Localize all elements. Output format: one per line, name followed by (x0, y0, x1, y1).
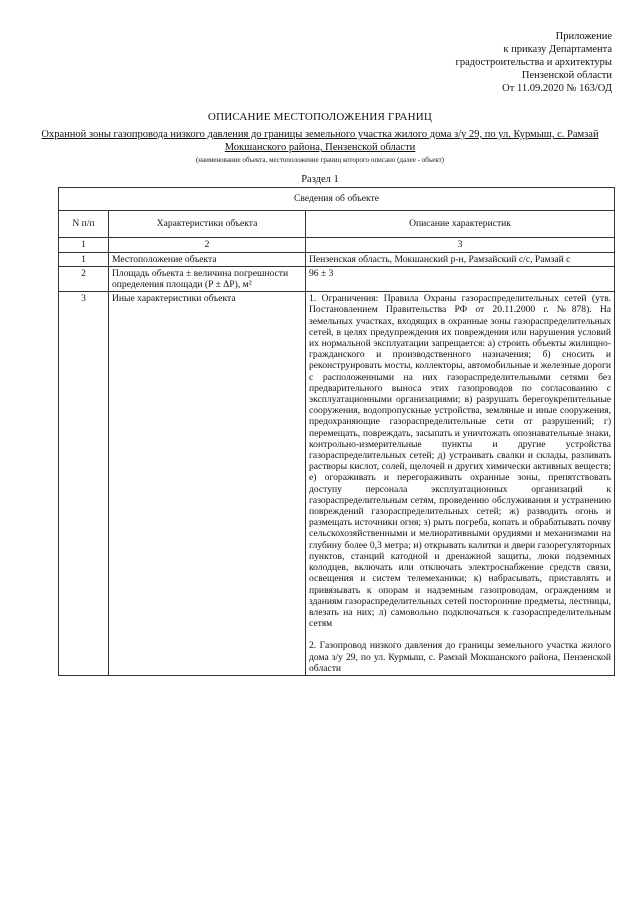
table-index-row (59, 238, 615, 252)
appendix-line: градостроительства и архитектуры (455, 57, 612, 68)
header-description: Описание характеристик (306, 211, 615, 238)
object-info-table (58, 187, 615, 676)
row-description: 96 ± 3 (306, 266, 615, 291)
row-characteristic: Местоположение объекта (109, 252, 306, 266)
row-num: 2 (59, 266, 109, 291)
row-characteristic: Иные характеристики объекта (109, 292, 306, 676)
gas-pipeline-paragraph: 2. Газопровод низкого давления до границы земельного участка жилого дома з/у 29, по ул. Курмыш, с. Рамзай Мокшанского района, Пензенской области (309, 640, 612, 674)
table-row (59, 292, 615, 676)
appendix-order-date: От 11.09.2020 № 163/ОД (502, 83, 612, 94)
appendix-block (456, 30, 612, 95)
restrictions-paragraph: 1. Ограничения: Правила Охраны газораспределительных сетей (утв. Постановлением Правительства РФ от 20.11.2000 г. №878). На земельных участках, входящих в охранные зоны газораспределительных сетей, в целях предупреждения их повреждения или нарушения условий их нормальной эксплуатации запрещается: а) строить объекты жилищно-гражданского и производственного назначения; б) сносить и реконструировать мосты, коллекторы, автомобильные и железные дороги с расположенными на них газораспределительными сетями без предварительного выноса этих газопроводов по согласованию с эксплуатационными организациями; в) разрушать берегоукрепительные сооружения, водопропускные устройства, земляные и иные сооружения, предохраняющие газораспределительные сети от разрушений; г) перемещать, повреждать, засыпать и уничтожать опознавательные знаки, контрольно-измерительные пункты и другие устройства газораспределительных сетей; д) устраивать свалки и склады, разливать растворы кислот, солей, щелочей и других химически активных веществ; е) огораживать и перегораживать охранные зоны, препятствовать доступу персонала эксплуатационных организаций к газораспределительным сетям, проведению обслуживания и устранению повреждений газораспределительных сетей; ж) разводить огонь и размещать источники огня; з) рыть погреба, копать и обрабатывать почву сельскохозяйственными и мелиоративными орудиями и механизмами на глубину более 0,3 метра; и) открывать калитки и двери газорегуляторных пунктов, станций катодной и дренажной защиты, люки подземных колодцев, включать или отключать электроснабжение средств связи, освещения и систем телемеханики; к) набрасывать, приставлять и привязывать к опорам и надземным газопроводам, ограждениям и зданиям газораспределительных сетей посторонние предметы, лестницы, влезать на них; л) самовольно подключаться к газораспределительным сетям (309, 293, 612, 630)
appendix-line: Пензенской области (521, 70, 612, 81)
header-num: N п/п (59, 211, 109, 238)
document-heading (40, 110, 600, 186)
row-characteristic: Площадь объекта ± величина погрешности определения площади (P ± ΔP), м² (109, 266, 306, 291)
section-label: Раздел 1 (301, 174, 339, 185)
appendix-line: к приказу Департамента (503, 44, 612, 55)
subject-note: (наименование объекта, местоположение границ которого описано (далее - объект) (195, 156, 445, 164)
row-num: 1 (59, 252, 109, 266)
appendix-line: Приложение (555, 31, 612, 42)
row-num: 3 (59, 292, 109, 676)
table-caption: Сведения об объекте (59, 188, 615, 211)
table-caption-row (59, 188, 615, 211)
index-cell: 2 (109, 238, 306, 252)
index-cell: 3 (306, 238, 615, 252)
header-characteristic: Характеристики объекта (109, 211, 306, 238)
row-description (306, 292, 615, 676)
row-description: Пензенская область, Мокшанский р-н, Рамзайский с/с, Рамзай с (306, 252, 615, 266)
object-subject: Охранной зоны газопровода низкого давления до границы земельного участка жилого дома з/у 29, по ул. Курмыш, с. Рамзай Мокшанского района, Пензенской области (41, 129, 599, 153)
table-header-row (59, 211, 615, 238)
document-title: ОПИСАНИЕ МЕСТОПОЛОЖЕНИЯ ГРАНИЦ (207, 111, 433, 123)
index-cell: 1 (59, 238, 109, 252)
table-row (59, 266, 615, 291)
table-row (59, 252, 615, 266)
